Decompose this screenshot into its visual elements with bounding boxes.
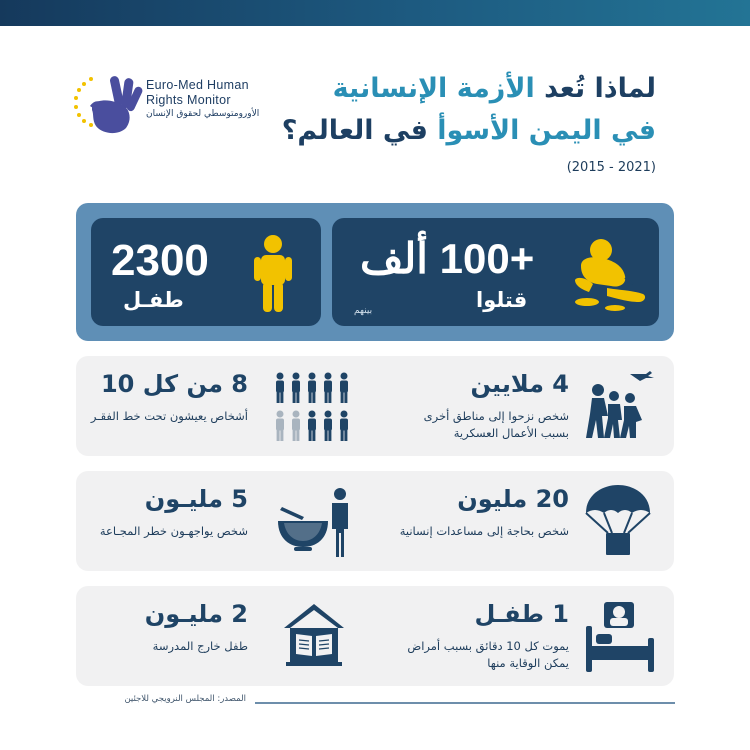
- hunger-bowl-icon: [274, 485, 356, 559]
- page-title: [281, 68, 656, 152]
- poverty-people-grid-icon: [274, 370, 356, 444]
- title-part-3: في اليمن الأسوأ: [437, 115, 656, 146]
- source-note: المصدر: المجلس النرويجي للاجئين: [124, 694, 246, 704]
- stat-card-1: [76, 356, 674, 456]
- stat-card-3: [76, 586, 674, 686]
- killed-label: قتلوا: [476, 288, 528, 312]
- school-icon: [282, 600, 346, 668]
- poverty-stat: 8 من كل 10: [100, 370, 248, 398]
- displaced-people-icon: [580, 368, 656, 444]
- children-label: طفـل: [123, 288, 184, 312]
- aid-desc: شخص بحاجة إلى مساعدات إنسانية: [399, 524, 569, 538]
- title-part-1: لماذا تُعد: [544, 73, 656, 104]
- school-cell: [76, 586, 376, 686]
- stat-card-2: [76, 471, 674, 571]
- years-range: (2015 - 2021): [566, 160, 656, 175]
- killed-note: بينهم: [354, 306, 373, 316]
- child-death-cell: [376, 586, 674, 686]
- logo: [72, 70, 272, 140]
- source-divider: [255, 702, 675, 704]
- logo-arabic: الأورومتوسطي لحقوق الإنسان: [146, 109, 260, 119]
- title-part-2: الأزمة الإنسانية: [332, 73, 535, 104]
- killed-number: +100 ألف: [360, 235, 535, 282]
- killed-panel: [332, 218, 659, 326]
- aid-stat: 20 مليون: [457, 485, 569, 513]
- logo-hand-dove-icon: [72, 70, 144, 140]
- title-part-4: في العالم؟: [281, 115, 428, 146]
- casualties-banner: [76, 203, 674, 341]
- top-bar: [0, 0, 750, 26]
- poverty-desc: أشخاص يعيشون تحت خط الفقـر: [90, 409, 248, 423]
- school-desc: طفل خارج المدرسة: [152, 639, 248, 653]
- aid-parachute-icon: [582, 483, 654, 559]
- displaced-stat: 4 ملايين: [470, 370, 569, 398]
- displaced-desc: شخص نزحوا إلى مناطق أخرى بسبب الأعمال العسكرية: [423, 409, 569, 440]
- hunger-cell: [76, 471, 376, 571]
- hunger-stat: 5 مليـون: [144, 485, 248, 513]
- children-killed-panel: [91, 218, 321, 326]
- logo-line-1: Euro-Med Human: [146, 78, 249, 92]
- child-icon: [251, 234, 295, 314]
- aid-cell: [376, 471, 674, 571]
- logo-line-2: Rights Monitor: [146, 93, 231, 107]
- child-death-desc: يموت كل 10 دقائق بسبب أمراض يمكن الوقاية منها: [407, 639, 569, 670]
- sick-child-bed-icon: [584, 598, 656, 674]
- hunger-desc: شخص يواجهـون خطر المجـاعة: [99, 524, 248, 538]
- school-stat: 2 مليـون: [144, 600, 248, 628]
- poverty-cell: [76, 356, 376, 456]
- children-number: 2300: [111, 236, 209, 285]
- fallen-victim-icon: [567, 236, 651, 316]
- displaced-cell: [376, 356, 674, 456]
- child-death-stat: 1 طفـل: [474, 600, 569, 628]
